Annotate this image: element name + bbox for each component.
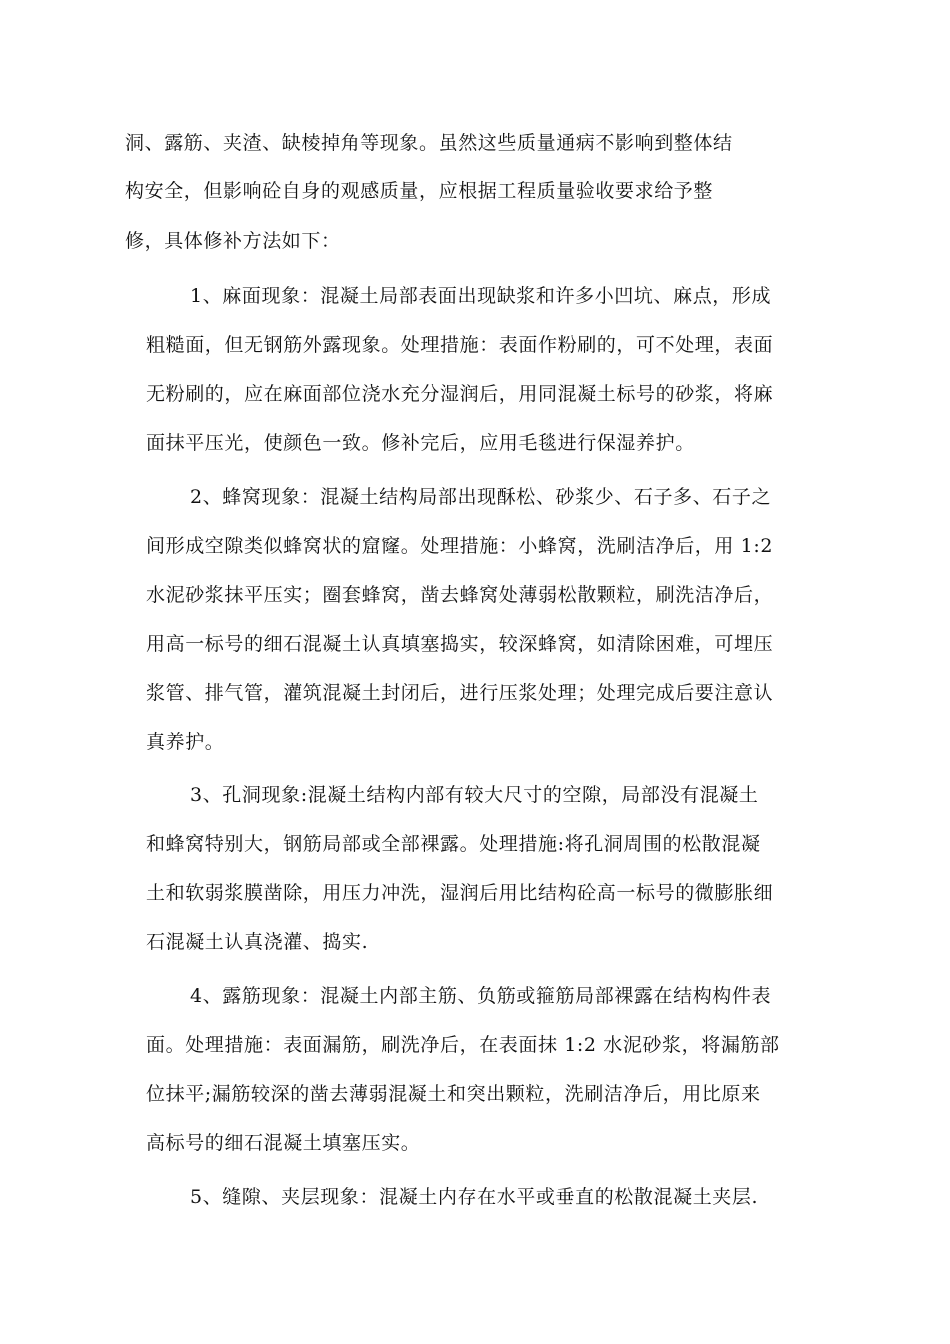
item3-line-1: 3、孔洞现象:混凝土结构内部有较大尺寸的空隙，局部没有混凝土 [190,784,759,806]
item1-line-4: 面抹平压光，使颜色一致。修补完后，应用毛毯进行保湿养护。 [146,432,695,454]
item3-line-2: 和蜂窝特别大，钢筋局部或全部裸露。处理措施:将孔洞周围的松散混凝 [146,833,761,855]
item2-line-4: 用高一标号的细石混凝土认真填塞捣实，较深蜂窝，如清除困难，可埋压 [146,633,774,655]
item4-line-1: 4、露筋现象：混凝土内部主筋、负筋或箍筋局部裸露在结构构件表 [190,985,772,1007]
item4-line-2: 面。处理措施：表面漏筋，刷洗净后，在表面抹 1:2 水泥砂浆，将漏筋部 [146,1034,780,1056]
intro-line-3: 修，具体修补方法如下： [125,230,341,252]
item1-line-2: 粗糙面，但无钢筋外露现象。处理措施：表面作粉刷的，可不处理，表面 [146,334,774,356]
item5-line-1: 5、缝隙、夹层现象：混凝土内存在水平或垂直的松散混凝土夹层. [190,1186,759,1208]
item2-line-3: 水泥砂浆抹平压实；圈套蜂窝，凿去蜂窝处薄弱松散颗粒，刷洗洁净后， [146,584,774,606]
item4-line-4: 高标号的细石混凝土填塞压实。 [146,1132,421,1154]
item3-line-4: 石混凝土认真浇灌、捣实. [146,931,369,953]
intro-line-2: 构安全，但影响砼自身的观感质量，应根据工程质量验收要求给予整 [125,180,714,202]
item2-line-2: 间形成空隙类似蜂窝状的窟窿。处理措施：小蜂窝，洗刷洁净后，用 1:2 [146,535,774,557]
item2-line-6: 真养护。 [146,731,225,753]
item4-line-3: 位抹平;漏筋较深的凿去薄弱混凝土和突出颗粒，洗刷洁净后，用比原来 [146,1083,761,1105]
item3-line-3: 土和软弱浆膜凿除，用压力冲洗，湿润后用比结构砼高一标号的微膨胀细 [146,882,774,904]
item2-line-5: 浆管、排气管，灌筑混凝土封闭后，进行压浆处理；处理完成后要注意认 [146,682,774,704]
intro-line-1: 洞、露筋、夹渣、缺棱掉角等现象。虽然这些质量通病不影响到整体结 [125,132,733,154]
item1-line-1: 1、麻面现象：混凝土局部表面出现缺浆和许多小凹坑、麻点，形成 [190,285,772,307]
item1-line-3: 无粉刷的，应在麻面部位浇水充分湿润后，用同混凝土标号的砂浆，将麻 [146,383,774,405]
item2-line-1: 2、蜂窝现象：混凝土结构局部出现酥松、砂浆少、石子多、石子之 [190,486,772,508]
